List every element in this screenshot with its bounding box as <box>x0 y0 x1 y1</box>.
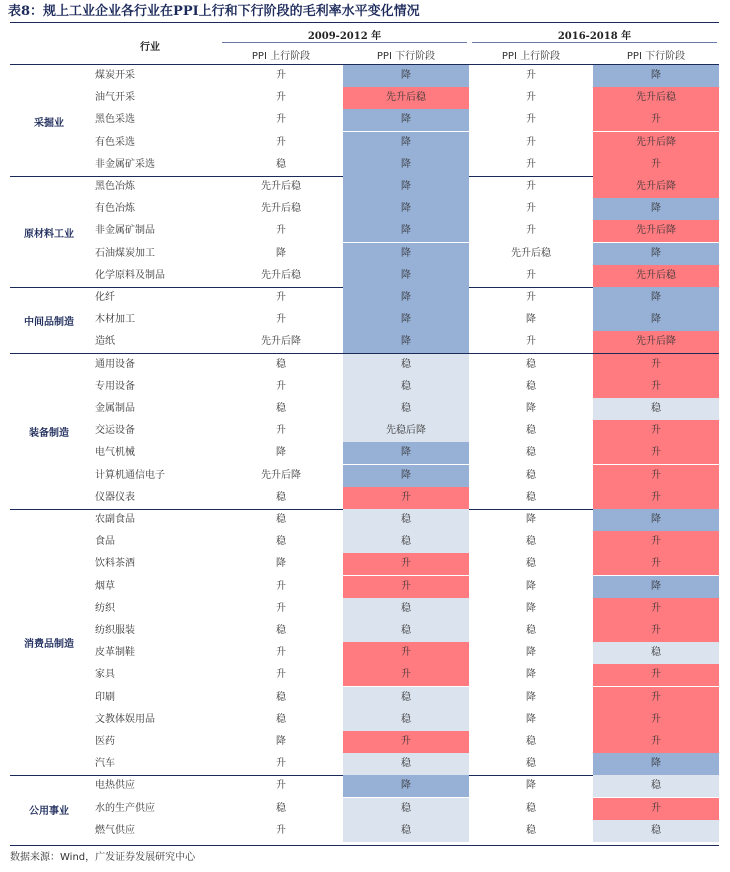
p2-down-cell: 稳 <box>593 775 719 797</box>
table-row <box>0 354 730 376</box>
industry-cell: 造纸 <box>95 336 115 348</box>
p1-up-cell: 稳 <box>276 802 286 814</box>
table-row <box>0 420 730 442</box>
p1-up-cell: 降 <box>276 247 286 259</box>
table-row <box>0 642 730 664</box>
p2-up-cell: 升 <box>526 181 536 192</box>
period1-underline <box>222 42 467 43</box>
p2-up-cell: 稳 <box>526 380 536 392</box>
p2-down-cell: 升 <box>593 465 719 487</box>
p1-up-cell: 升 <box>276 647 286 659</box>
industry-cell: 印刷 <box>95 691 115 703</box>
p1-down-cell: 降 <box>343 265 469 287</box>
p1-down-cell: 稳 <box>343 620 469 642</box>
p2-down-cell: 稳 <box>593 398 719 420</box>
p1-down-cell: 稳 <box>343 598 469 620</box>
p2-down-cell: 升 <box>593 376 719 398</box>
table-row <box>0 509 730 531</box>
p1-up-cell: 稳 <box>276 158 286 170</box>
industry-cell: 黑色冶炼 <box>95 181 135 192</box>
p2-up-cell: 升 <box>526 136 536 148</box>
industry-cell: 油气开采 <box>95 92 135 104</box>
p2-up-cell: 降 <box>526 713 536 725</box>
p2-up-cell: 升 <box>526 92 536 104</box>
p1-up-cell: 稳 <box>276 514 286 525</box>
period1-header: 2009-2012 年 <box>307 31 382 42</box>
p1-up-cell: 先升后降 <box>261 336 301 348</box>
period2-header: 2016-2018 年 <box>557 31 632 42</box>
p1-up-cell: 升 <box>276 602 286 614</box>
industry-cell: 金属制品 <box>95 403 135 414</box>
p1-down-cell: 升 <box>343 642 469 664</box>
p2-down-cell: 先升后稳 <box>593 265 719 287</box>
p1-up-cell: 稳 <box>276 358 286 370</box>
p1-up-cell: 升 <box>276 136 286 148</box>
p2-up-cell: 升 <box>526 336 536 348</box>
p1-down-cell: 稳 <box>343 509 469 531</box>
p2-down-cell: 降 <box>593 576 719 598</box>
p2-down-cell: 升 <box>593 420 719 442</box>
p2-down-cell: 升 <box>593 109 719 131</box>
p1-down-cell: 降 <box>343 287 469 309</box>
p1-down-cell: 稳 <box>343 753 469 775</box>
industry-cell: 计算机通信电子 <box>95 469 165 481</box>
p1-down-cell: 降 <box>343 331 469 353</box>
p1-up-cell: 升 <box>276 114 286 126</box>
p1-down-cell: 稳 <box>343 709 469 731</box>
p1-down-cell: 升 <box>343 576 469 598</box>
top-rule <box>10 22 719 23</box>
p2-down-cell: 稳 <box>593 642 719 664</box>
source-note: 数据来源：Wind，广发证券发展研究中心 <box>10 852 196 863</box>
p2-down-cell: 升 <box>593 731 719 753</box>
p2-down-cell: 降 <box>593 287 719 309</box>
industry-cell: 非金属矿采选 <box>95 158 155 170</box>
p2-down-cell: 升 <box>593 154 719 176</box>
p1-down-cell: 稳 <box>343 398 469 420</box>
p1-up-cell: 升 <box>276 780 286 792</box>
table-row <box>0 376 730 398</box>
table-row <box>0 753 730 775</box>
industry-cell: 专用设备 <box>95 380 135 392</box>
p2-down-cell: 稳 <box>593 820 719 842</box>
industry-cell: 电气机械 <box>95 447 135 459</box>
table-row <box>0 87 730 109</box>
industry-cell: 饮料茶酒 <box>95 558 135 570</box>
industry-cell: 化学原料及制品 <box>95 269 165 281</box>
p2-up-header: PPI 上行阶段 <box>501 51 561 62</box>
industry-cell: 汽车 <box>95 758 115 770</box>
industry-cell: 纺织 <box>95 602 115 614</box>
p1-up-cell: 先升后稳 <box>261 181 301 192</box>
industry-cell: 黑色采选 <box>95 114 135 126</box>
p1-down-header: PPI 下行阶段 <box>376 51 436 62</box>
table-row <box>0 442 730 464</box>
table-row <box>0 398 730 420</box>
p1-down-cell: 降 <box>343 109 469 131</box>
table-row <box>0 709 730 731</box>
group-label: 装备制造 <box>29 428 69 440</box>
p2-down-cell: 先升后降 <box>593 176 719 198</box>
industry-cell: 电热供应 <box>95 780 135 792</box>
industry-cell: 水的生产供应 <box>95 802 155 814</box>
industry-cell: 医药 <box>95 736 115 747</box>
p1-down-cell: 升 <box>343 553 469 575</box>
p2-up-cell: 稳 <box>526 558 536 570</box>
p1-up-cell: 稳 <box>276 691 286 703</box>
table-row <box>0 775 730 797</box>
table-row <box>0 176 730 198</box>
p1-down-cell: 降 <box>343 198 469 220</box>
p2-up-cell: 稳 <box>526 758 536 770</box>
industry-cell: 皮革制鞋 <box>95 647 135 659</box>
table-row <box>0 265 730 287</box>
p1-up-cell: 稳 <box>276 713 286 725</box>
p1-down-cell: 稳 <box>343 376 469 398</box>
p2-up-cell: 降 <box>526 647 536 659</box>
p2-up-cell: 升 <box>526 114 536 126</box>
p1-down-cell: 升 <box>343 487 469 509</box>
p2-down-cell: 先升后降 <box>593 220 719 242</box>
p1-up-header: PPI 上行阶段 <box>251 51 311 62</box>
industry-cell: 石油煤炭加工 <box>95 247 155 259</box>
p2-up-cell: 稳 <box>526 536 536 548</box>
p2-up-cell: 稳 <box>526 358 536 370</box>
p2-down-cell: 降 <box>593 753 719 775</box>
p1-up-cell: 稳 <box>276 625 286 636</box>
industry-cell: 仪器仪表 <box>95 491 135 503</box>
p2-up-cell: 升 <box>526 203 536 215</box>
industry-cell: 文教体娱用品 <box>95 713 155 725</box>
table-row <box>0 553 730 575</box>
p2-down-header: PPI 下行阶段 <box>626 51 686 62</box>
p2-up-cell: 降 <box>526 691 536 703</box>
p2-down-cell: 降 <box>593 309 719 331</box>
p1-down-cell: 稳 <box>343 354 469 376</box>
table-row <box>0 664 730 686</box>
p2-up-cell: 降 <box>526 403 536 414</box>
p1-down-cell: 降 <box>343 220 469 242</box>
p1-down-cell: 降 <box>343 465 469 487</box>
industry-cell: 纺织服装 <box>95 625 135 636</box>
p2-up-cell: 升 <box>526 70 536 81</box>
p2-up-cell: 升 <box>526 158 536 170</box>
industry-header: 行业 <box>140 42 160 53</box>
p1-up-cell: 降 <box>276 558 286 570</box>
p1-up-cell: 升 <box>276 92 286 104</box>
group-label: 采掘业 <box>34 117 64 129</box>
p1-down-cell: 先稳后降 <box>343 420 469 442</box>
p1-up-cell: 先升后降 <box>261 469 301 481</box>
industry-cell: 食品 <box>95 536 115 548</box>
table-row <box>0 220 730 242</box>
industry-cell: 木材加工 <box>95 314 135 326</box>
p2-down-cell: 升 <box>593 487 719 509</box>
p2-down-cell: 先升后降 <box>593 331 719 353</box>
p2-up-cell: 稳 <box>526 802 536 814</box>
table-title: 表8：规上工业企业各行业在PPI上行和下行阶段的毛利率水平变化情况 <box>8 4 420 19</box>
industry-cell: 有色冶炼 <box>95 203 135 215</box>
industry-cell: 家具 <box>95 669 115 681</box>
p1-up-cell: 升 <box>276 380 286 392</box>
p2-down-cell: 升 <box>593 354 719 376</box>
p2-up-cell: 升 <box>526 225 536 237</box>
table-row <box>0 487 730 509</box>
table-row <box>0 620 730 642</box>
p2-down-cell: 升 <box>593 709 719 731</box>
p1-down-cell: 降 <box>343 442 469 464</box>
table-row <box>0 109 730 131</box>
p2-up-cell: 降 <box>526 314 536 326</box>
p1-up-cell: 降 <box>276 447 286 459</box>
table-row <box>0 132 730 154</box>
group-label: 原材料工业 <box>24 228 74 240</box>
p1-up-cell: 升 <box>276 225 286 237</box>
p1-down-cell: 稳 <box>343 687 469 709</box>
industry-cell: 农副食品 <box>95 514 135 525</box>
industry-cell: 交运设备 <box>95 425 135 437</box>
p2-up-cell: 稳 <box>526 625 536 636</box>
p1-up-cell: 稳 <box>276 491 286 503</box>
table-row <box>0 309 730 331</box>
p1-down-cell: 稳 <box>343 820 469 842</box>
p1-down-cell: 降 <box>343 132 469 154</box>
industry-cell: 烟草 <box>95 580 115 592</box>
p2-down-cell: 降 <box>593 198 719 220</box>
table-row <box>0 598 730 620</box>
p1-down-cell: 升 <box>343 731 469 753</box>
p1-down-cell: 降 <box>343 309 469 331</box>
p1-up-cell: 稳 <box>276 536 286 548</box>
table-row <box>0 731 730 753</box>
p2-up-cell: 稳 <box>526 736 536 747</box>
p2-up-cell: 升 <box>526 292 536 303</box>
p2-up-cell: 稳 <box>526 447 536 459</box>
p1-down-cell: 升 <box>343 664 469 686</box>
table-row <box>0 154 730 176</box>
p1-down-cell: 先升后稳 <box>343 87 469 109</box>
p2-up-cell: 降 <box>526 580 536 592</box>
p2-down-cell: 升 <box>593 598 719 620</box>
table-row <box>0 465 730 487</box>
p2-up-cell: 降 <box>526 780 536 792</box>
p2-up-cell: 降 <box>526 669 536 681</box>
group-label: 消费品制造 <box>24 639 74 651</box>
p1-up-cell: 升 <box>276 70 286 81</box>
p1-down-cell: 降 <box>343 176 469 198</box>
industry-cell: 煤炭开采 <box>95 70 135 81</box>
p2-down-cell: 先升后降 <box>593 132 719 154</box>
p2-down-cell: 升 <box>593 687 719 709</box>
p1-down-cell: 稳 <box>343 531 469 553</box>
industry-cell: 有色采选 <box>95 136 135 148</box>
p1-up-cell: 先升后稳 <box>261 269 301 281</box>
p1-up-cell: 升 <box>276 580 286 592</box>
table-row <box>0 687 730 709</box>
table-row <box>0 198 730 220</box>
group-label: 公用事业 <box>29 805 69 817</box>
p1-down-cell: 稳 <box>343 798 469 820</box>
period2-underline <box>472 42 717 43</box>
p1-up-cell: 升 <box>276 314 286 326</box>
p2-down-cell: 升 <box>593 620 719 642</box>
table-row <box>0 243 730 265</box>
p2-up-cell: 升 <box>526 269 536 281</box>
p2-down-cell: 降 <box>593 243 719 265</box>
p1-down-cell: 降 <box>343 154 469 176</box>
table-row <box>0 531 730 553</box>
p2-down-cell: 升 <box>593 553 719 575</box>
industry-cell: 通用设备 <box>95 358 135 370</box>
p2-up-cell: 先升后稳 <box>511 247 551 259</box>
p2-up-cell: 稳 <box>526 469 536 481</box>
p2-down-cell: 升 <box>593 531 719 553</box>
p2-up-cell: 稳 <box>526 491 536 503</box>
p1-up-cell: 降 <box>276 736 286 747</box>
industry-cell: 化纤 <box>95 292 115 303</box>
p1-up-cell: 先升后稳 <box>261 203 301 215</box>
industry-cell: 非金属矿制品 <box>95 225 155 237</box>
p2-up-cell: 降 <box>526 514 536 525</box>
p1-up-cell: 稳 <box>276 403 286 414</box>
p1-up-cell: 升 <box>276 669 286 681</box>
p2-down-cell: 降 <box>593 509 719 531</box>
table-row <box>0 331 730 353</box>
p1-down-cell: 降 <box>343 65 469 87</box>
p2-down-cell: 先升后稳 <box>593 87 719 109</box>
table-row <box>0 287 730 309</box>
p1-up-cell: 升 <box>276 425 286 437</box>
bottom-rule <box>10 845 719 846</box>
p2-up-cell: 降 <box>526 602 536 614</box>
p1-down-cell: 降 <box>343 243 469 265</box>
p1-down-cell: 降 <box>343 775 469 797</box>
p1-up-cell: 升 <box>276 292 286 303</box>
group-label: 中间品制造 <box>24 317 74 329</box>
industry-cell: 燃气供应 <box>95 824 135 836</box>
table-row <box>0 798 730 820</box>
table-row <box>0 65 730 87</box>
table-row <box>0 820 730 842</box>
p2-down-cell: 升 <box>593 442 719 464</box>
p1-up-cell: 升 <box>276 758 286 770</box>
p1-up-cell: 升 <box>276 824 286 836</box>
p2-down-cell: 升 <box>593 664 719 686</box>
p2-down-cell: 降 <box>593 65 719 87</box>
table-row <box>0 576 730 598</box>
p2-down-cell: 升 <box>593 798 719 820</box>
p2-up-cell: 稳 <box>526 824 536 836</box>
p2-up-cell: 稳 <box>526 425 536 437</box>
